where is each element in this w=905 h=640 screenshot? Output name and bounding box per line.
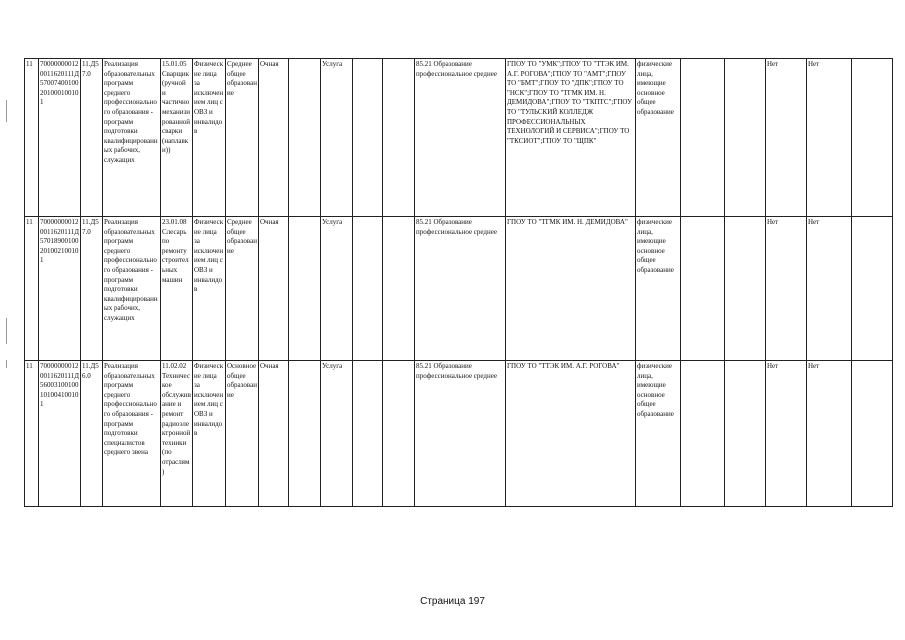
- cell-institutions: ГПОУ ТО "УМК";ГПОУ ТО "ТТЭК ИМ. А.Г. РОГОВА";ГПОУ ТО "АМТ";ГПОУ ТО "БМТ";ГПОУ ТО "ДПК";ГПОУ ТО "НСК";ГПОУ ТО "ТГМК ИМ. Н. ДЕМИДОВА";ГПОУ ТО "ТКПТС";ГПОУ ТО "ТУЛЬСКИЙ КОЛЛЕДЖ ПРОФЕССИОНАЛЬНЫХ ТЕХНОЛОГИЙ И СЕРВИСА";ГПОУ ТО "ТКСИОТ";ГПОУ ТО "ЩПК": [506, 59, 636, 217]
- cell-service-name: Реализация образовательных программ среднего профессионального образования - программ подготовки квалифицированных рабочих, служащих: [103, 217, 161, 361]
- cell-study-form: Очная: [259, 217, 289, 361]
- cell-num: 11: [25, 59, 39, 217]
- cell-kind: Услуга: [321, 59, 353, 217]
- cell-num: 11: [25, 361, 39, 507]
- cell-base-education: Основное общее образование: [226, 361, 259, 507]
- cell-institutions: ГПОУ ТО "ТГМК ИМ. Н. ДЕМИДОВА": [506, 217, 636, 361]
- cell-okved: 85.21 Образование профессиональное среднее: [415, 361, 506, 507]
- scan-margin-mark: [6, 100, 7, 122]
- cell-kind: Услуга: [321, 361, 353, 507]
- cell-registry-code: 700000000120011620111Д57018900100201002100101: [39, 217, 81, 361]
- cell-consumers: Физические лица за исключением лиц с ОВЗ и инвалидов: [193, 361, 226, 507]
- cell-profession: 23.01.08 Слесарь по ремонту строительных машин: [161, 217, 193, 361]
- cell-category: 11.Д57.0: [81, 217, 103, 361]
- cell-profession: 15.01.05 Сварщик (ручной и частично механизированной сварки (наплавки)): [161, 59, 193, 217]
- cell-okved: 85.21 Образование профессиональное среднее: [415, 217, 506, 361]
- cell-study-form: Очная: [259, 59, 289, 217]
- cell-registry-code: 700000000120011620111Д57007400100201000100101: [39, 59, 81, 217]
- cell-service-name: Реализация образовательных программ среднего профессионального образования - программ подготовки специалистов среднего звена: [103, 361, 161, 507]
- cell-base-education: Среднее общее образование: [226, 217, 259, 361]
- cell-okved: 85.21 Образование профессиональное среднее: [415, 59, 506, 217]
- cell-service-name: Реализация образовательных программ среднего профессионального образования - программ подготовки квалифицированных рабочих, служащих: [103, 59, 161, 217]
- scan-margin-mark: [6, 318, 7, 344]
- cell-flag-1: Нет: [766, 59, 807, 217]
- scan-margin-mark: [6, 360, 7, 368]
- cell-kind: Услуга: [321, 217, 353, 361]
- cell-flag-2: Нет: [807, 361, 852, 507]
- table-row: [25, 217, 893, 361]
- cell-registry-code: 700000000120011620111Д56003100100101004100101: [39, 361, 81, 507]
- cell-consumers: Физические лица за исключением лиц с ОВЗ и инвалидов: [193, 217, 226, 361]
- cell-users: физические лица, имеющие основное общее образование: [636, 59, 681, 217]
- cell-num: 11: [25, 217, 39, 361]
- services-registry-table: [24, 58, 893, 507]
- cell-category: 11.Д56.0: [81, 361, 103, 507]
- cell-consumers: Физические лица за исключением лиц с ОВЗ и инвалидов: [193, 59, 226, 217]
- cell-flag-2: Нет: [807, 217, 852, 361]
- page-number: Страница 197: [420, 596, 485, 607]
- table-row: [25, 59, 893, 217]
- cell-base-education: Среднее общее образование: [226, 59, 259, 217]
- cell-institutions: ГПОУ ТО "ТТЭК ИМ. А.Г. РОГОВА": [506, 361, 636, 507]
- cell-flag-1: Нет: [766, 217, 807, 361]
- cell-users: физические лица, имеющие основное общее образование: [636, 217, 681, 361]
- cell-category: 11.Д57.0: [81, 59, 103, 217]
- cell-flag-2: Нет: [807, 59, 852, 217]
- table-row: [25, 361, 893, 507]
- cell-study-form: Очная: [259, 361, 289, 507]
- cell-profession: 11.02.02 Техническое обслуживание и ремонт радиоэлектронной техники (по отраслям): [161, 361, 193, 507]
- cell-flag-1: Нет: [766, 361, 807, 507]
- cell-users: физические лица, имеющие основное общее образование: [636, 361, 681, 507]
